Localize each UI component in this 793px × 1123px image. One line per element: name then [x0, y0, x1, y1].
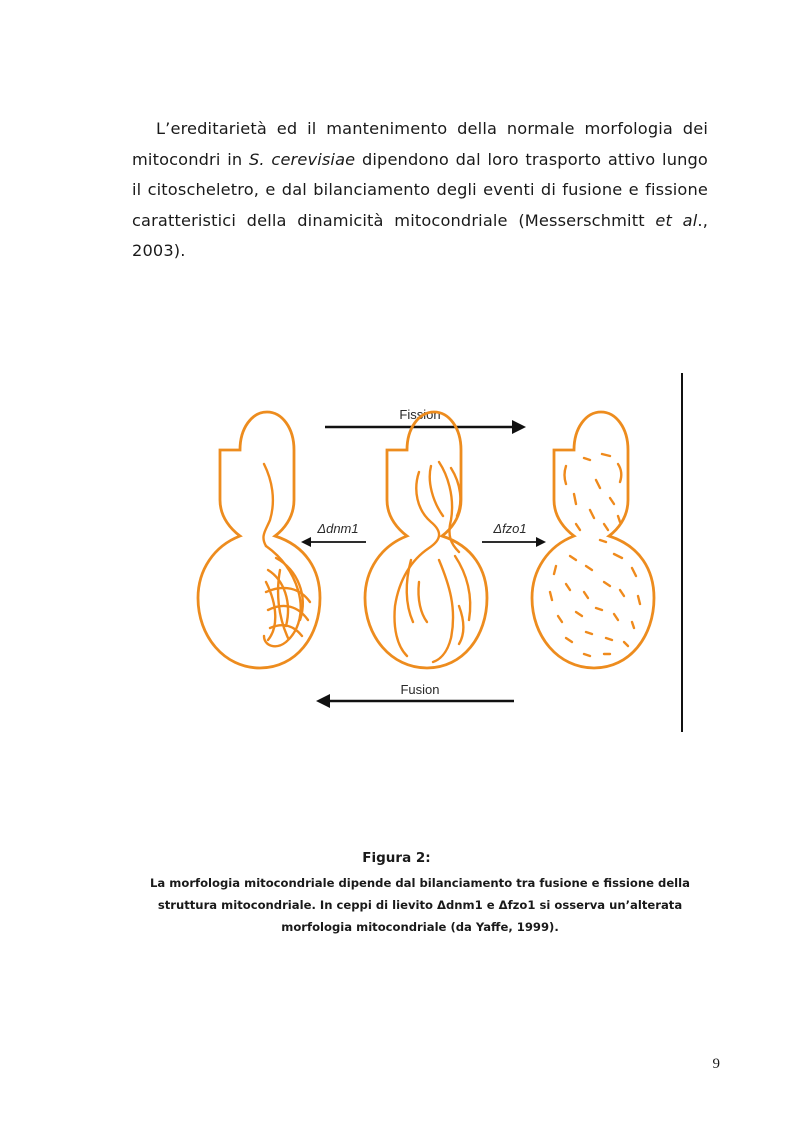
- et-al: et al: [655, 210, 698, 230]
- paragraph-text-3: ., 2003).: [132, 210, 708, 260]
- paragraph-text-2: dipendono dal loro trasporto attivo lungo il citoscheletro, e dal bilanciamento degli eventi di fusione e fissione caratteristici della dinamicità mitocondriale (Messerschmitt: [132, 149, 708, 230]
- fzo1-label: Δfzo1: [493, 521, 527, 536]
- figure-diagram: [180, 370, 690, 735]
- figure-caption-title: Figura 2:: [362, 850, 431, 866]
- fzo1-arrow: [482, 537, 546, 547]
- cell-fzo1: [532, 412, 654, 668]
- dnm1-label: Δdnm1: [317, 521, 359, 536]
- fission-arrow: [325, 420, 526, 434]
- cell-dnm1: [198, 412, 320, 668]
- paragraph-text-1: L’ereditarietà ed il mantenimento della normale morfologia dei mitocondri in: [132, 119, 708, 169]
- mitochondria-figure: [180, 370, 690, 735]
- page-number: 9: [712, 1056, 720, 1072]
- dnm1-arrow: [301, 537, 366, 547]
- fusion-label: Fusion: [400, 682, 440, 697]
- cell-wildtype: [365, 412, 487, 668]
- species-name: S. cerevisiae: [248, 149, 356, 169]
- fission-label: Fission: [399, 407, 441, 422]
- body-paragraph: [132, 114, 708, 267]
- figure-caption-text: La morfologia mitocondriale dipende dal bilanciamento tra fusione e fissione della struttura mitocondriale. In ceppi di lievito Δdnm1 e Δfzo1 si osserva un’alterata morfologia mitocondriale (da Yaffe, 1999).: [150, 876, 690, 934]
